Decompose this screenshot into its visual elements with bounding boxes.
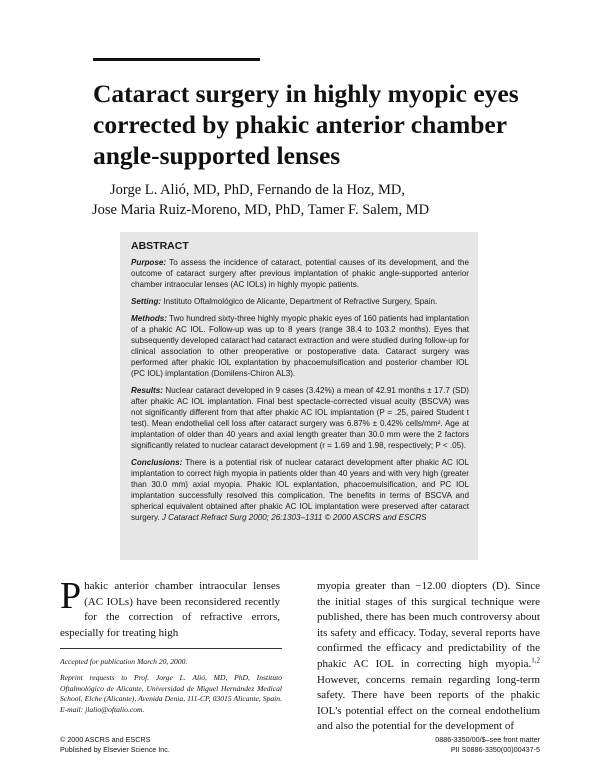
- abstract-box: [120, 232, 478, 560]
- accepted-note: Accepted for publication March 20, 2000.: [60, 657, 188, 666]
- abstract-methods: [131, 313, 469, 379]
- title-line-1: Cataract surgery in highly myopic eyes: [93, 79, 519, 108]
- conclusions-text: There is a potential risk of nuclear cataract development after phakic AC IOL implantation to correct high myopia in patients older than 40 years and with very high (greater than 30.0 mm) axial myopia. Phakic IOL explantation, phacoemulsification, and PC IOL implantation successfully resolved this complication. The benefits in terms of BSCVA and spherical equivalent obtained after phakic AC IOL implantation were preserved after cataract surgery.: [131, 458, 469, 522]
- setting-label: Setting:: [131, 297, 162, 306]
- footnotes: [60, 657, 282, 721]
- title-line-3: angle-supported lenses: [93, 141, 341, 170]
- methods-text: Two hundred sixty-three highly myopic phakic eyes of 160 patients had implantation of a phakic AC IOL. Follow-up was up to 8 years (range 38.4 to 103.2 months). Eyes that subsequently developed cataract had cataract extraction and were studied during follow-up for clinical association to other preoperative or postoperative data. Cataract surgery was performed after phakic IOL explantation by phacoemulsification and posterior chamber IOL (PC IOL) implantation (Domilens-Chiron AL3).: [131, 314, 469, 378]
- drop-cap: P: [60, 575, 82, 617]
- conclusions-label: Conclusions:: [131, 458, 183, 467]
- body-right-text-a: myopia greater than −12.00 diopters (D). Since the initial stages of this surgical technique were published, there has been much controversy about its safety and efficacy. Today, several reports have confirmed the efficacy and predictability of the phakic AC IOL in correcting high myopia.: [317, 580, 540, 670]
- setting-text: Instituto Oftalmológico de Alicante, Department of Refractive Surgery, Spain.: [161, 297, 438, 306]
- publisher-line: Published by Elsevier Science Inc.: [60, 744, 170, 754]
- body-left-text: hakic anterior chamber intraocular lenses (AC IOLs) have been reconsidered recently for the correction of refractive errors, especially for treating high: [60, 580, 280, 639]
- reprint-note: Reprint requests to Prof. Jorge L. Alió, MD, PhD, Instituto Oftalmológico de Alicante, Universidad de Miguel Hernández Medical School, Elche (Alicante), Avenida Denia, 111-CP, 03015 Alicante, Spain. E-mail: jlalio@oftalio.com.: [60, 672, 282, 715]
- abstract-conclusions: [131, 457, 469, 523]
- body-column-left: [60, 575, 280, 641]
- body-right-text-b: However, concerns remain regarding long-term safety. There have been reports of the phakic IOL's potential effect on the corneal endothelium and also the potential for the development of: [317, 673, 540, 733]
- title-rule: [93, 58, 260, 61]
- issn-line: 0886-3350/00/$–see front matter: [435, 735, 540, 744]
- footnote-rule: [60, 648, 282, 649]
- authors-line-2: Jose Maria Ruiz-Moreno, MD, PhD, Tamer F. Salem, MD: [92, 202, 430, 218]
- authors-line-1: Jorge L. Alió, MD, PhD, Fernando de la Hoz, MD,: [110, 182, 405, 198]
- abstract-citation: J Cataract Refract Surg 2000; 26:1303–1311 © 2000 ASCRS and ESCRS: [161, 513, 427, 522]
- abstract-purpose: [131, 257, 469, 290]
- abstract-setting: [131, 296, 469, 307]
- pii-line: PII S0886-3350(00)00437-5: [450, 744, 540, 754]
- purpose-text: To assess the incidence of cataract, potential causes of its development, and the outcome of cataract surgery after previous implantation of phakic angle-supported anterior chamber intraocular lenses (AC IOLs) in highly myopic patients.: [131, 258, 469, 289]
- footer-right: [380, 735, 540, 754]
- footer-left: [60, 735, 280, 754]
- body-column-right: [317, 579, 540, 735]
- copyright-line: © 2000 ASCRS and ESCRS: [60, 735, 151, 744]
- methods-label: Methods:: [131, 314, 167, 323]
- abstract-results: [131, 385, 469, 451]
- abstract-heading: ABSTRACT: [131, 240, 189, 252]
- purpose-label: Purpose:: [131, 258, 167, 267]
- citation-superscript: 1,2: [531, 656, 540, 665]
- article-title: [93, 78, 533, 171]
- author-list: [92, 180, 530, 220]
- results-text: Nuclear cataract developed in 9 cases (3.42%) a mean of 42.91 months ± 17.7 (SD) after phakic AC IOL implantation. Final best spectacle-corrected visual acuity (BSCVA) was not significantly different from that after phakic AC IOL implantation (P = .25, paired Student t test). Mean endothelial cell loss after cataract surgery was 6.87% ± 0.42% cells/mm². Age at implantation of older than 40 years and axial length greater than 30.0 mm were the 2 factors significantly related to nuclear cataract development (r = 1.69 and 1.98, respectively; P < .05).: [131, 386, 469, 450]
- title-line-2: corrected by phakic anterior chamber: [93, 110, 508, 139]
- results-label: Results:: [131, 386, 163, 395]
